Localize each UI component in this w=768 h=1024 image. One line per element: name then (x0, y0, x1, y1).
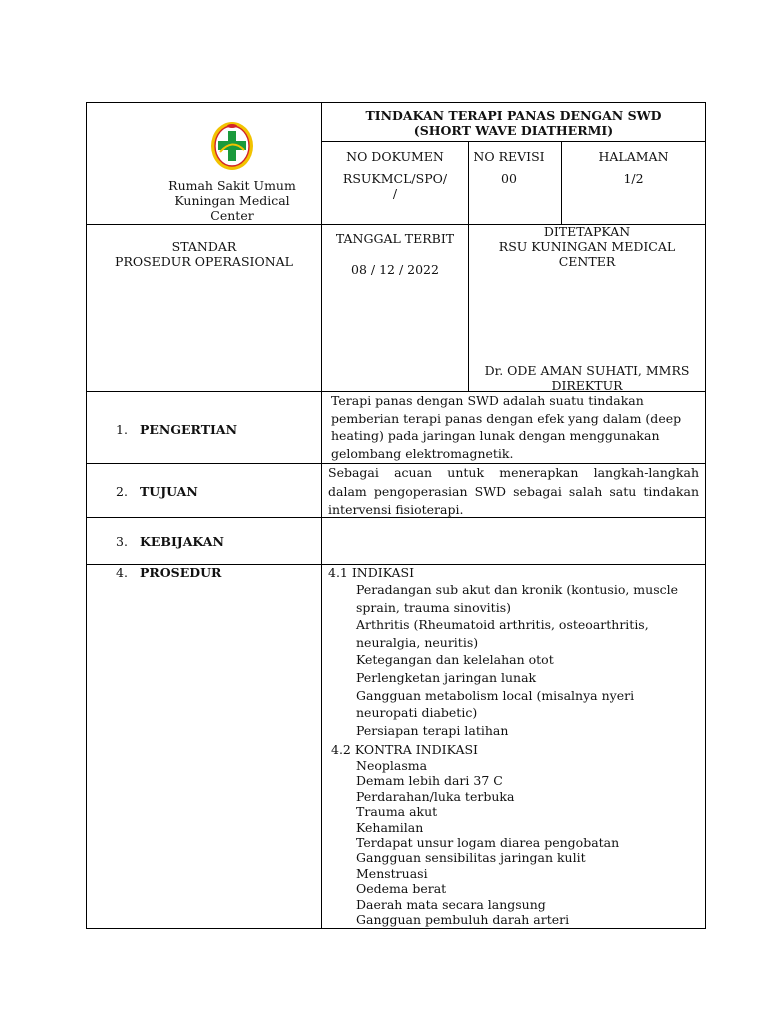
indikasi-heading: 4.1 INDIKASI (328, 565, 415, 580)
list-item: Oedema berat (356, 881, 447, 897)
border-left (86, 102, 87, 929)
kebijakan-label: KEBIJAKAN (140, 534, 224, 549)
list-item: sprain, trauma sinovitis) (356, 599, 511, 615)
kontra-indikasi-heading: 4.2 KONTRA INDIKASI (331, 742, 478, 757)
no-revisi-label: NO REVISI (473, 149, 545, 164)
ditetapkan-block: DITETAPKAN RSU KUNINGAN MEDICAL CENTER (498, 224, 676, 269)
document-title: TINDAKAN TERAPI PANAS DENGAN SWD (SHORT WAVE DIATHERMI) (365, 108, 662, 138)
list-item: Menstruasi (356, 865, 428, 881)
no-revisi-value: 00 (501, 171, 517, 186)
halaman-value: 1/2 (623, 171, 644, 186)
pengertian-text: Terapi panas dengan SWD adalah suatu tindakan pemberian terapi panas dengan efek yang dalam (deep heating) pada jaringan lunak dengan menggunakan gelombang elektromagnetik. (331, 393, 682, 461)
tanggal-terbit-label: TANGGAL TERBIT (335, 231, 455, 246)
halaman-label: HALAMAN (598, 149, 669, 164)
tanggal-terbit-value: 08 / 12 / 2022 (351, 262, 439, 277)
prosedur-number: 4. (116, 565, 128, 580)
kontra-indikasi-list (356, 758, 619, 927)
list-item: Gangguan pembuluh darah arteri (356, 912, 570, 928)
title-divider (321, 141, 706, 142)
list-item: Neoplasma (356, 758, 428, 773)
list-item: Perlengketan jaringan lunak (356, 669, 537, 685)
pengertian-label: PENGERTIAN (140, 422, 237, 437)
sop-label: STANDAR PROSEDUR OPERASIONAL (115, 239, 293, 269)
no-dokumen-label: NO DOKUMEN (346, 149, 444, 164)
list-item: Ketegangan dan kelelahan otot (356, 652, 554, 668)
tujuan-label: TUJUAN (140, 484, 198, 499)
border-right (705, 102, 706, 929)
list-item: neuropati diabetic) (356, 705, 478, 721)
tujuan-text: Sebagai acuan untuk menerapkan langkah-langkah dalam pengoperasian SWD sebagai salah satu tindakan intervensi fisioterapi. (328, 465, 699, 517)
list-item: Perdarahan/luka terbuka (356, 788, 515, 804)
hospital-logo (209, 120, 255, 172)
list-item: Demam lebih dari 37 C (356, 773, 503, 789)
border-bottom (86, 928, 706, 929)
hospital-name: Rumah Sakit Umum Kuningan Medical Center (168, 178, 296, 223)
list-item: Terdapat unsur logam diarea pengobatan (356, 835, 620, 851)
border-top (86, 102, 706, 103)
no-dokumen-value: RSUKMCL/SPO/ / (342, 171, 448, 201)
prosedur-label: PROSEDUR (140, 565, 222, 580)
column-divider (321, 102, 322, 929)
tujuan-number: 2. (116, 484, 128, 499)
list-item: Gangguan sensibilitas jaringan kulit (356, 850, 586, 866)
indikasi-list (356, 581, 678, 739)
signer-block: Dr. ODE AMAN SUHATI, MMRS DIREKTUR (484, 363, 690, 393)
list-item: Arthritis (Rheumatoid arthritis, osteoarthritis, (356, 617, 649, 633)
list-item: Gangguan metabolism local (misalnya nyeri (356, 687, 635, 703)
kebijakan-number: 3. (116, 534, 128, 549)
list-item: Daerah mata secara langsung (356, 896, 546, 912)
list-item: Kehamilan (356, 819, 424, 835)
list-item: Trauma akut (356, 804, 438, 820)
list-item: Persiapan terapi latihan (356, 722, 509, 738)
list-item: neuralgia, neuritis) (356, 634, 479, 650)
pengertian-number: 1. (116, 422, 128, 437)
list-item: Peradangan sub akut dan kronik (kontusio, muscle (356, 582, 679, 597)
